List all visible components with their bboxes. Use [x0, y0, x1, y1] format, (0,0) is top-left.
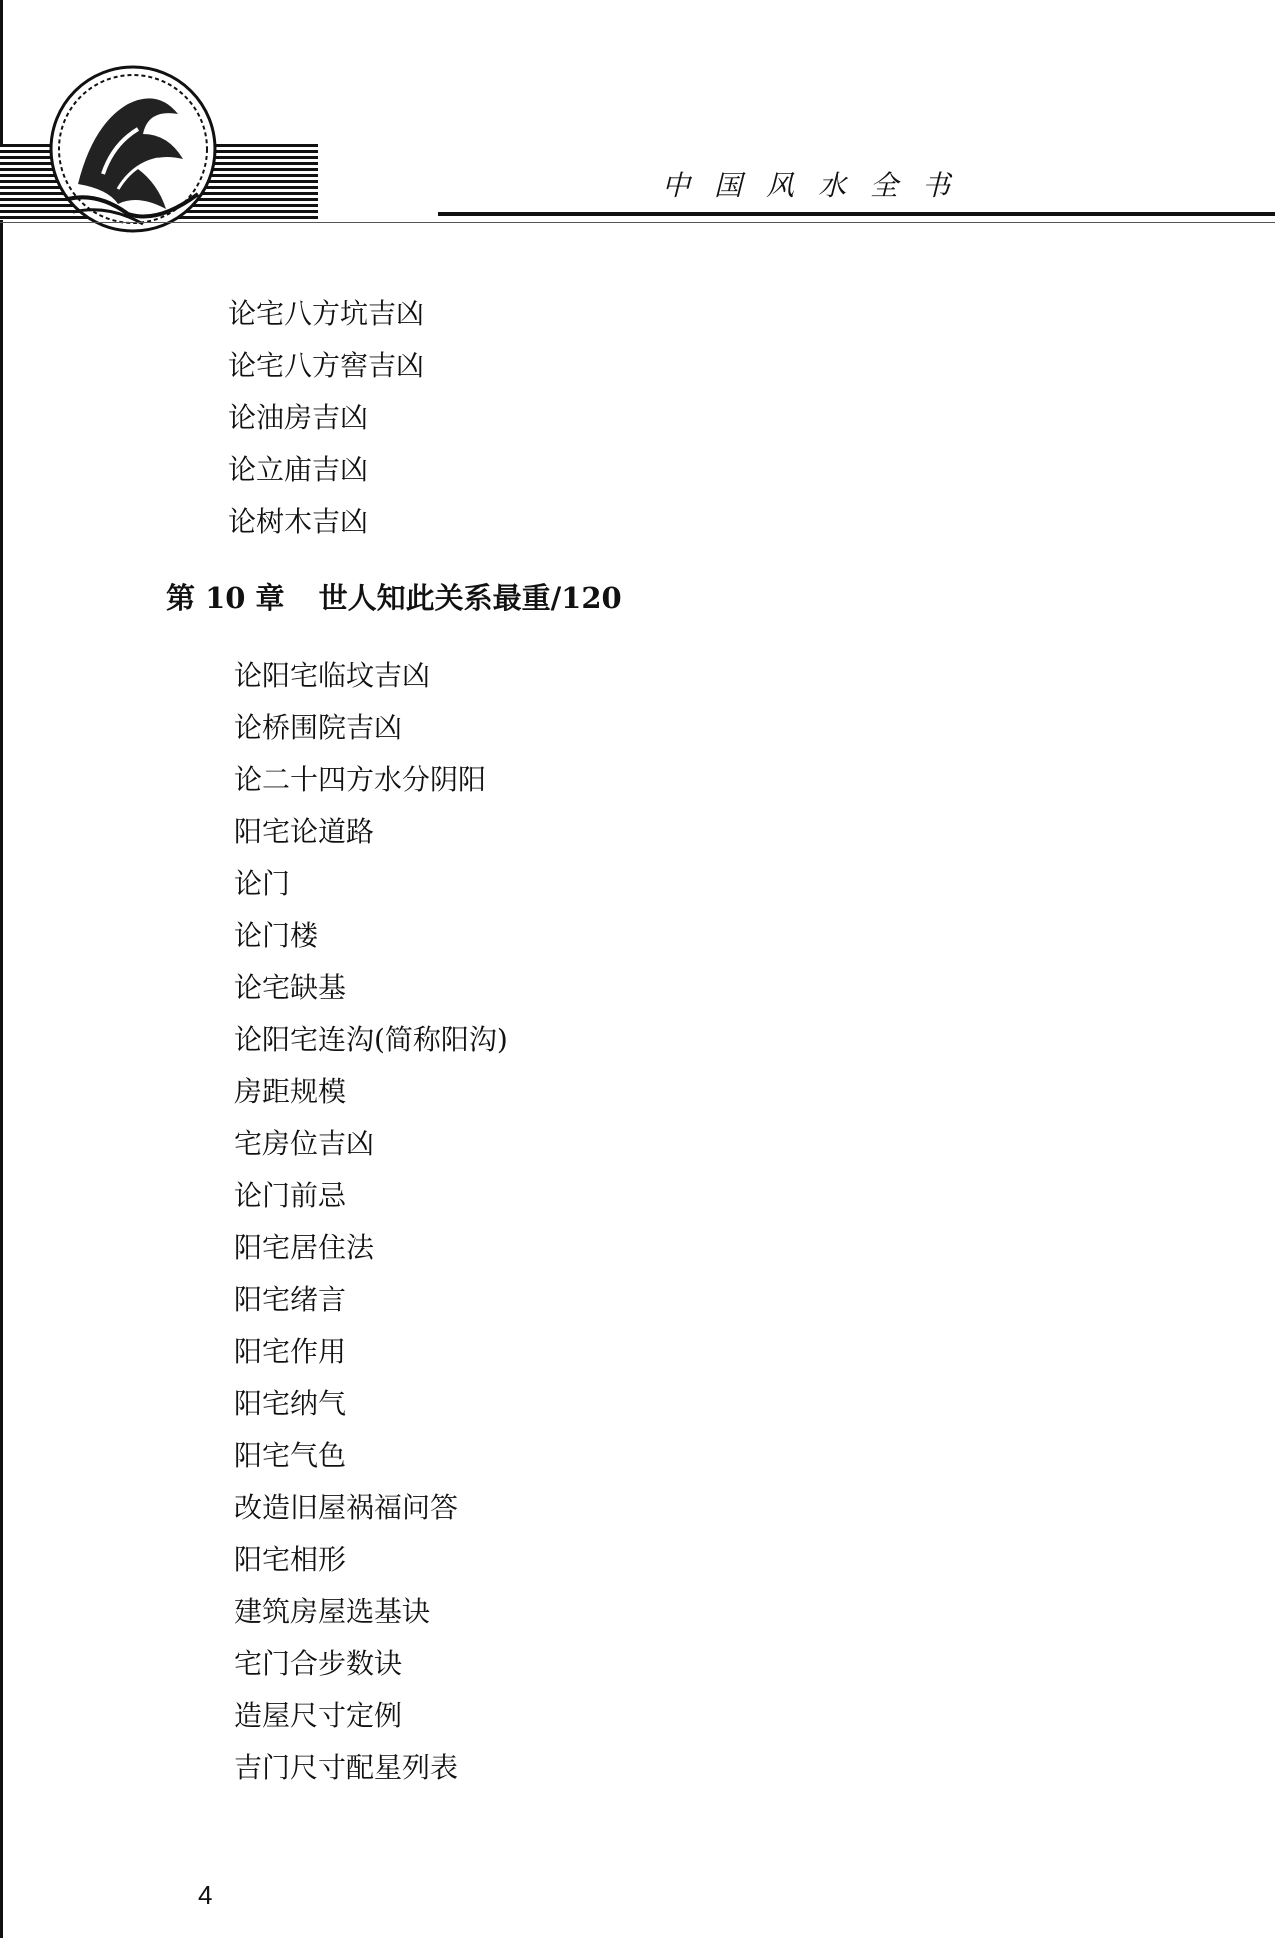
toc-section-b [234, 650, 508, 1794]
toc-entry: 论宅八方坑吉凶 [228, 297, 425, 330]
toc-entry: 吉门尺寸配星列表 [234, 1751, 459, 1784]
toc-entry: 论树木吉凶 [228, 505, 369, 538]
toc-entry: 论门 [234, 867, 291, 900]
toc-entry: 阳宅纳气 [234, 1387, 347, 1420]
toc-entry: 造屋尺寸定例 [234, 1699, 403, 1732]
toc-entry: 论门前忌 [234, 1179, 347, 1212]
emblem-icon [48, 64, 218, 234]
toc-entry: 论宅缺基 [234, 971, 347, 1004]
chapter-title: 世人知此关系最重/120 [318, 581, 622, 615]
toc-entry: 阳宅居住法 [234, 1231, 375, 1264]
toc-entry: 论阳宅连沟(简称阳沟) [234, 1023, 508, 1056]
toc-entry: 阳宅绪言 [234, 1283, 347, 1316]
toc-entry: 房距规模 [234, 1075, 347, 1108]
toc-entry: 宅门合步数诀 [234, 1647, 403, 1680]
toc-entry: 论门楼 [234, 919, 319, 952]
toc-entry: 建筑房屋选基诀 [234, 1595, 431, 1628]
chapter-number: 第 10 章 [166, 581, 285, 615]
header-rule-thin [0, 222, 1275, 223]
toc-entry: 论二十四方水分阴阳 [234, 763, 487, 796]
toc-entry: 论阳宅临坟吉凶 [234, 659, 431, 692]
toc-entry: 阳宅相形 [234, 1543, 347, 1576]
toc-entry: 阳宅气色 [234, 1439, 347, 1472]
page-number: 4 [198, 1880, 213, 1910]
toc-entry: 宅房位吉凶 [234, 1127, 375, 1160]
toc-entry: 阳宅论道路 [234, 815, 375, 848]
chapter-heading [166, 572, 622, 624]
toc-entry: 论油房吉凶 [228, 401, 369, 434]
toc-entry: 论宅八方窖吉凶 [228, 349, 425, 382]
toc-entry: 论桥围院吉凶 [234, 711, 403, 744]
running-title: 中国风水全书 [662, 169, 975, 202]
page-left-border [0, 0, 3, 1938]
toc-entry: 论立庙吉凶 [228, 453, 369, 486]
toc-entry: 阳宅作用 [234, 1335, 347, 1368]
toc-section-a [228, 288, 424, 548]
toc-entry: 改造旧屋祸福问答 [234, 1491, 459, 1524]
page-header [0, 0, 1275, 240]
header-rule [438, 212, 1275, 216]
